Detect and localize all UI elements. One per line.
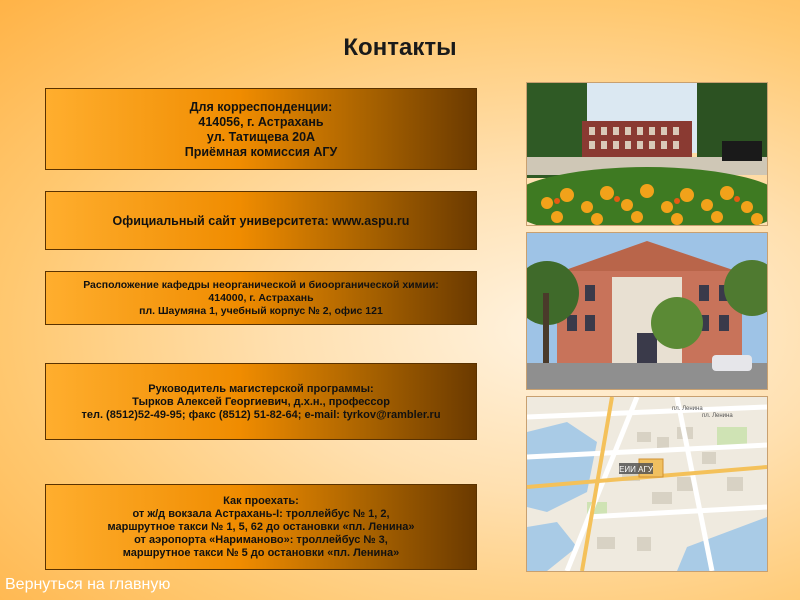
building-photo <box>526 232 768 390</box>
campus-photo <box>526 82 768 226</box>
department-line: пл. Шаумяна 1, учебный корпус № 2, офис 121 <box>139 305 383 317</box>
correspondence-line: 414056, г. Астрахань <box>198 114 324 129</box>
directions-box <box>45 484 477 570</box>
directions-line: Как проехать: <box>223 495 299 507</box>
website-box <box>45 191 477 250</box>
department-box <box>45 271 477 325</box>
directions-line: от ж/д вокзала Астрахань-I: троллейбус № 1, 2, <box>132 508 390 520</box>
map-street-label: пл. Ленина <box>702 413 733 419</box>
correspondence-box <box>45 88 477 170</box>
correspondence-line: Приёмная комиссия АГУ <box>184 144 338 159</box>
directions-line: маршрутное такси № 5 до остановки «пл. Ленина» <box>122 547 400 559</box>
directions-line: от аэропорта «Нариманово»: троллейбус № 3, <box>134 534 388 546</box>
supervisor-line: Тырков Алексей Георгиевич, д.х.н., профессор <box>132 395 390 408</box>
department-line: 414000, г. Астрахань <box>208 292 314 304</box>
correspondence-line: Для корреспонденции: <box>189 99 333 114</box>
page-title: Контакты <box>343 34 457 61</box>
map-marker-label: ЕИИ АГУ <box>619 465 653 474</box>
correspondence-line: ул. Татищева 20А <box>206 129 316 144</box>
back-to-home-link[interactable]: Вернуться на главную <box>5 576 171 593</box>
supervisor-box <box>45 363 477 440</box>
supervisor-line: тел. (8512)52-49-95; факс (8512) 51-82-64; e-mail: tyrkov@rambler.ru <box>81 408 441 421</box>
supervisor-line: Руководитель магистерской программы: <box>148 382 374 395</box>
location-map[interactable] <box>526 396 768 572</box>
department-line: Расположение кафедры неорганической и биоорганической химии: <box>83 279 439 291</box>
directions-line: маршрутное такси № 1, 5, 62 до остановки «пл. Ленина» <box>107 521 415 533</box>
map-street-label: пл. Ленина <box>672 406 703 412</box>
website-text[interactable]: Официальный сайт университета: www.aspu.ru <box>112 213 410 228</box>
